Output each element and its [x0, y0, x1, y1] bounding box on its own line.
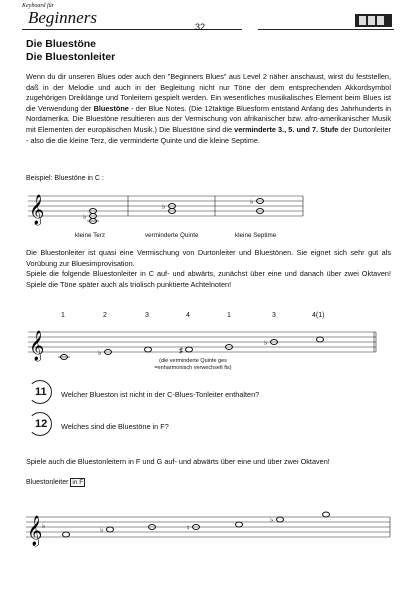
note-label-minor-seventh: kleine Septime: [235, 232, 277, 239]
intro-text-c: der Durtonleiter - also die die kleine Terz, die verminderte Quinte und die kleine Septime.: [26, 124, 391, 145]
svg-text:♭: ♭: [83, 214, 87, 221]
title-line-1: Die Bluestöne: [26, 38, 97, 50]
svg-text:♭: ♭: [162, 204, 166, 211]
fingering-5: 1: [227, 312, 231, 319]
example3-label: [26, 478, 85, 487]
svg-text:𝄞: 𝄞: [29, 195, 45, 225]
example1-label: Beispiel: Bluestöne in C :: [26, 175, 104, 182]
note-label-minor-third: kleine Terz: [75, 232, 105, 239]
para2-line1: Die Bluestonleiter ist quasi eine Vermischung von Durtonleiter und Bluestönen. Sie eignet sich sehr gut als Vorübung zur Bluesimprovisation.: [26, 248, 391, 268]
svg-text:♮: ♮: [187, 525, 190, 532]
intro-bold-a: Bluestöne: [93, 103, 129, 113]
intro-bold-b: verminderte 3., 5. und 7. Stufe: [234, 124, 339, 134]
logo-title: Beginners: [28, 8, 97, 27]
header-rule-left: [22, 29, 242, 30]
svg-text:♯: ♯: [179, 346, 183, 355]
svg-text:♭: ♭: [100, 527, 104, 534]
svg-text:𝄞: 𝄞: [29, 331, 45, 361]
svg-text:♭: ♭: [270, 517, 274, 524]
annotation-line-1: (die verminderte Quinte ges: [159, 358, 227, 364]
logo-subtitle: Keyboard für: [22, 3, 54, 9]
svg-text:♭: ♭: [98, 350, 102, 357]
question-11-number: 11: [35, 386, 47, 398]
question-12-number: 12: [35, 418, 48, 430]
intro-text-a: Wenn du dir unseren Blues oder auch den "Beginners Blues" aus Level 2 näher anschaust, wirst du feststellen, daß in der Melodie und auch in der Begleitung nicht nur Töne der dem entsprechenden Akkordsymbol zugehörigen Dreiklänge und Tonleitern gespielt werden. Ein wesentliches musikalisches Element beim Blues ist die Verwendung der: [26, 72, 391, 113]
svg-text:𝄞: 𝄞: [27, 516, 43, 546]
title-line-2: Die Bluestonleiter: [26, 51, 116, 63]
question-12-text: Welches sind die Bluestöne in F?: [61, 422, 169, 431]
fingering-6: 3: [272, 312, 276, 319]
note-label-dim-fifth: verminderte Quinte: [145, 232, 199, 239]
staff-bluestones-c: [28, 188, 328, 238]
para-practice: Spiele auch die Bluestonleitern in F und G auf- und abwärts über eine und über zwei Oktaven!: [26, 457, 330, 466]
intro-paragraph: [26, 72, 391, 146]
header-rule-right: [258, 29, 394, 30]
svg-text:♭: ♭: [250, 199, 254, 206]
question-11-text: Welcher Blueston ist nicht in der C-Blues-Tonleiter enthalten?: [61, 390, 260, 399]
example3-key-box: in F: [72, 479, 84, 486]
svg-text:♭: ♭: [264, 340, 268, 347]
page-number: 32: [195, 22, 206, 32]
fingering-2: 2: [103, 312, 107, 319]
fingering-3: 3: [145, 312, 149, 319]
annotation-line-2: =enharmonisch verwechselt fis): [154, 364, 232, 371]
example3-label-text: Bluestonleiter: [26, 479, 69, 486]
para-bluestonleiter: [26, 248, 391, 290]
page-title: [26, 38, 115, 64]
fingering-7: 4(1): [312, 312, 325, 319]
fingering-1: 1: [61, 312, 65, 319]
staff-blues-scale-c: [28, 320, 388, 380]
publisher-logo: [355, 14, 392, 27]
fingering-4: 4: [186, 312, 190, 319]
svg-text:♭: ♭: [42, 523, 46, 530]
staff-blues-scale-f: [26, 505, 396, 565]
enharmonic-annotation: [138, 358, 248, 371]
intro-text-b: - der Blue Notes. (Die 12taktige Bluesform entstand Anfang des Jahrhunderts in Nordamerika. Die Bluestöne resultieren aus der Vermischung von afrikanischer bzw. afro-amerikanischer Musik mit Elementen der europäischen Musik.) Die Bluestöne sind die: [26, 103, 392, 134]
para2-line2: Spiele die folgende Bluestonleiter in C auf- und abwärts, zunächst über eine und danach über zwei Oktaven! Spiele die Töne später auch als triolisch punktierte Achtelnoten!: [26, 269, 391, 289]
